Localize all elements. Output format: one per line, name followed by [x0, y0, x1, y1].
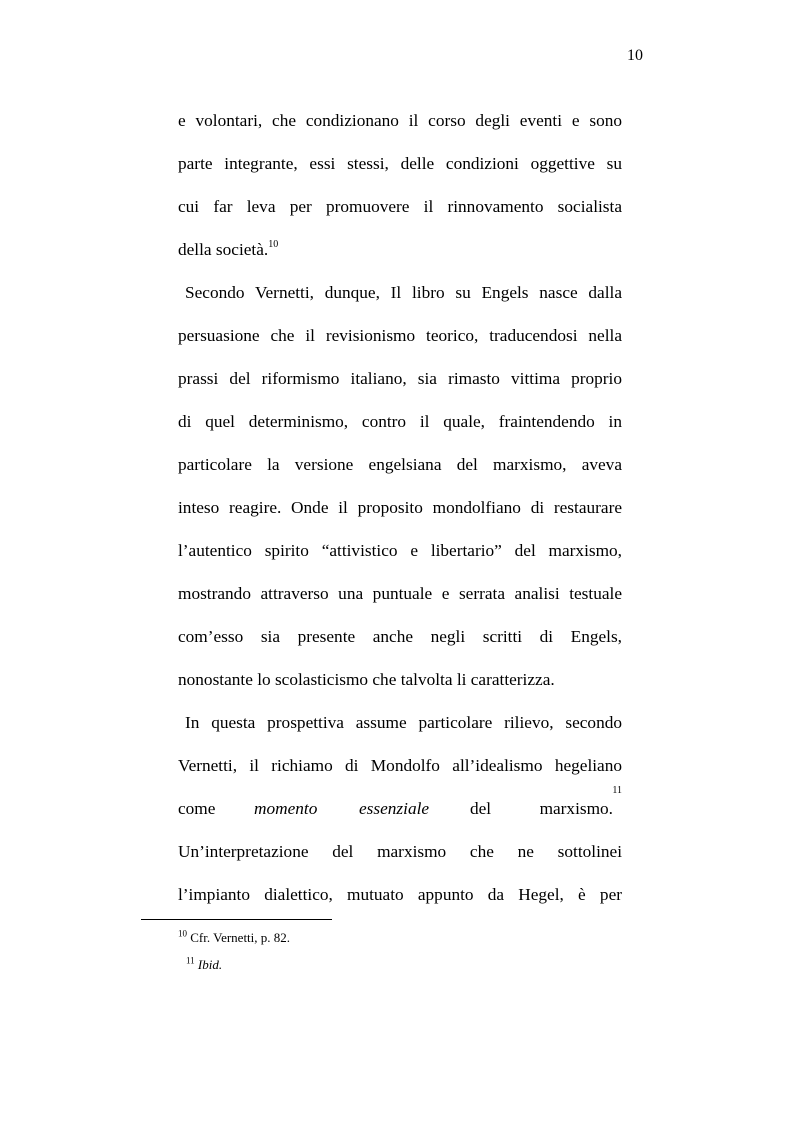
- footnote-number: 11: [186, 955, 195, 966]
- text-fragment: del: [470, 799, 492, 818]
- text-line: com’esso sia presente anche negli scritti di Engels,: [178, 627, 622, 646]
- footnote-text: Cfr. Vernetti, p. 82.: [190, 930, 291, 945]
- text-line: prassi del riformismo italiano, sia rimasto vittima proprio: [178, 369, 622, 388]
- text-line: Secondo Vernetti, dunque, Il libro su Engels nasce dalla: [185, 283, 622, 302]
- text-fragment: come: [178, 799, 216, 818]
- footnote-ref: 10: [268, 239, 279, 251]
- text-line: persuasione che il revisionismo teorico, traducendosi nella: [178, 326, 622, 345]
- footnote: [178, 929, 290, 947]
- text-fragment: marxismo.: [539, 799, 613, 818]
- text-line: In questa prospettiva assume particolare rilievo, secondo: [185, 713, 622, 732]
- footnote-text: Ibid.: [197, 957, 223, 972]
- text-line: di quel determinismo, contro il quale, fraintendendo in: [178, 412, 622, 431]
- text-line: l’autentico spirito “attivistico e libertario” del marxismo,: [178, 541, 622, 560]
- text-fragment: della società.: [178, 240, 269, 259]
- footnote-number: 10: [178, 928, 187, 939]
- text-line: particolare la versione engelsiana del marxismo, aveva: [178, 455, 622, 474]
- text-line: parte integrante, essi stessi, delle condizioni oggettive su: [178, 154, 622, 173]
- text-line: Vernetti, il richiamo di Mondolfo all’idealismo hegeliano: [178, 756, 622, 775]
- text-line: nonostante lo scolasticismo che talvolta li caratterizza.: [178, 670, 555, 689]
- text-line: e volontari, che condizionano il corso degli eventi e sono: [178, 111, 622, 130]
- text-line: [178, 238, 622, 262]
- footnote: [186, 956, 222, 974]
- text-line: Un’interpretazione del marxismo che ne sottolinei: [178, 842, 622, 861]
- emphasis-text: momento: [254, 799, 318, 818]
- text-line: inteso reagire. Onde il proposito mondolfiano di restaurare: [178, 498, 622, 517]
- text-line: cui far leva per promuovere il rinnovamento socialista: [178, 197, 622, 216]
- page-number: 10: [627, 47, 643, 64]
- emphasis-text: essenziale: [359, 799, 430, 818]
- footnote-separator: [141, 919, 332, 920]
- text-line: l’impianto dialettico, mutuato appunto da Hegel, è per: [178, 885, 622, 904]
- text-line: mostrando attraverso una puntuale e serrata analisi testuale: [178, 584, 622, 603]
